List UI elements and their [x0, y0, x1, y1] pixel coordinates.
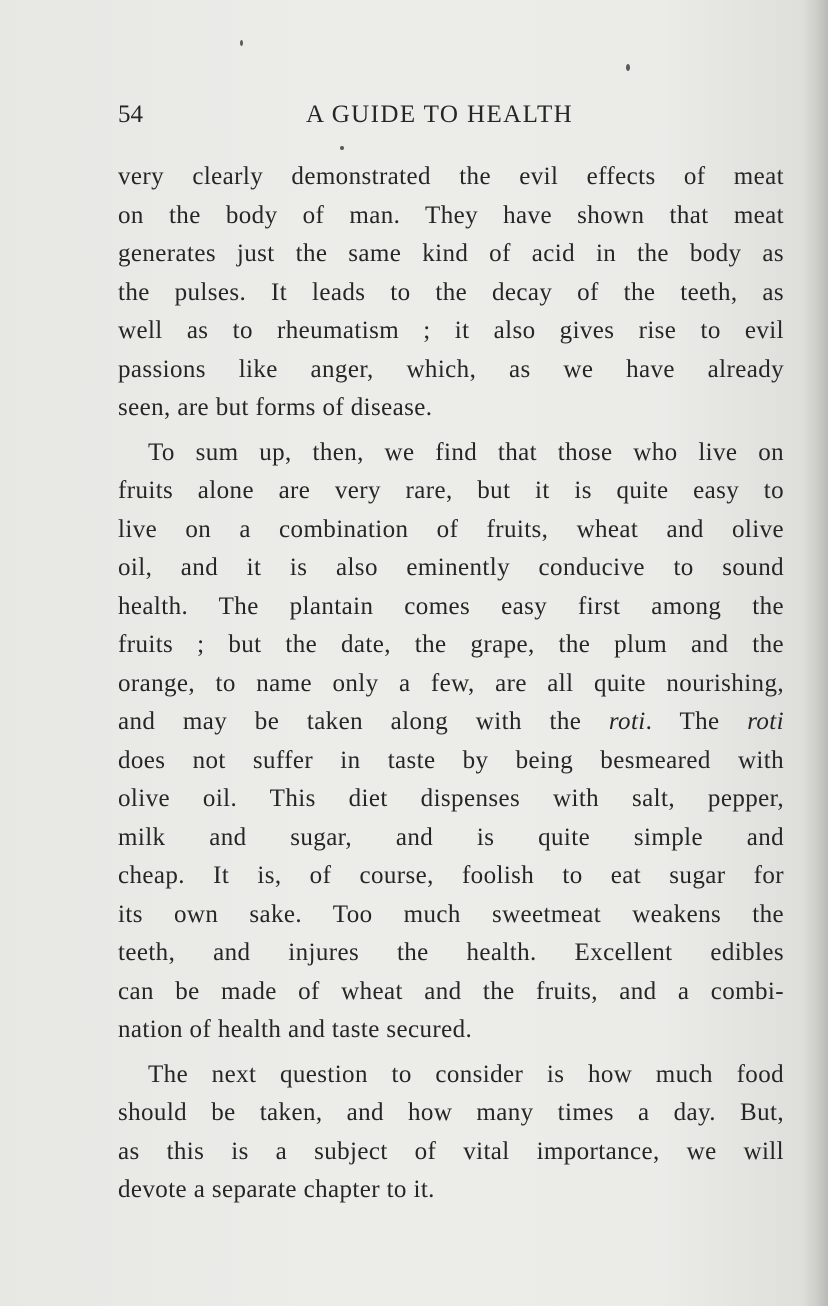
- text-line: its own sake. Too much sweetmeat weakens the: [118, 900, 784, 928]
- text-line: fruits alone are very rare, but it is quite easy to: [118, 477, 784, 504]
- text-line: oil, and it is also eminently conducive to sound: [118, 554, 784, 581]
- text-line: live on a combination of fruits, wheat and olive: [118, 515, 784, 543]
- text-line: very clearly demonstrated the evil effects of meat: [118, 163, 784, 190]
- text-line: nation of health and taste secured.: [118, 1016, 473, 1043]
- text-line: milk and sugar, and is quite simple and: [118, 823, 784, 851]
- text-line: passions like anger, which, as we have already: [118, 355, 784, 383]
- text-line: seen, are but forms of disease.: [118, 394, 433, 421]
- text-line: orange, to name only a few, are all quite nourishing,: [118, 669, 784, 697]
- text-line: generates just the same kind of acid in the body as: [118, 240, 784, 267]
- text-line: well as to rheumatism ; it also gives rise to evil: [118, 317, 784, 344]
- italic-word: roti: [747, 708, 784, 735]
- paragraph: [118, 434, 784, 1050]
- text-line: should be taken, and how many times a day. But,: [118, 1099, 784, 1126]
- paragraph: [118, 158, 784, 428]
- text-line: devote a separate chapter to it.: [118, 1176, 435, 1203]
- scan-speck: [626, 64, 630, 71]
- text-line: To sum up, then, we find that those who live on: [148, 438, 784, 466]
- text-line: does not suffer in taste by being besmeared with: [118, 746, 784, 774]
- text-line: and may be taken along with the roti. The roti: [118, 708, 784, 735]
- text-line: The next question to consider is how much food: [148, 1060, 784, 1088]
- page-number: 54: [118, 101, 143, 128]
- text-line: as this is a subject of vital importance, we will: [118, 1137, 784, 1165]
- text-line: can be made of wheat and the fruits, and a combi-: [118, 977, 784, 1005]
- text-line: cheap. It is, of course, foolish to eat sugar for: [118, 862, 784, 889]
- page-edge-shadow: [802, 0, 828, 1306]
- scan-speck: [340, 146, 344, 150]
- body-text: [118, 158, 784, 1210]
- paragraph: [118, 1056, 784, 1210]
- text-line: health. The plantain comes easy first among the: [118, 592, 784, 620]
- running-title: A GUIDE TO HEALTH: [306, 101, 574, 128]
- text-line: on the body of man. They have shown that meat: [118, 201, 784, 229]
- text-line: fruits ; but the date, the grape, the plum and the: [118, 631, 784, 658]
- italic-word: roti: [608, 708, 646, 735]
- scan-speck: [240, 40, 243, 46]
- text-line: olive oil. This diet dispenses with salt, pepper,: [118, 785, 784, 812]
- text-line: the pulses. It leads to the decay of the teeth, as: [118, 278, 784, 306]
- running-head: [118, 101, 778, 141]
- text-line: teeth, and injures the health. Excellent edibles: [118, 939, 784, 966]
